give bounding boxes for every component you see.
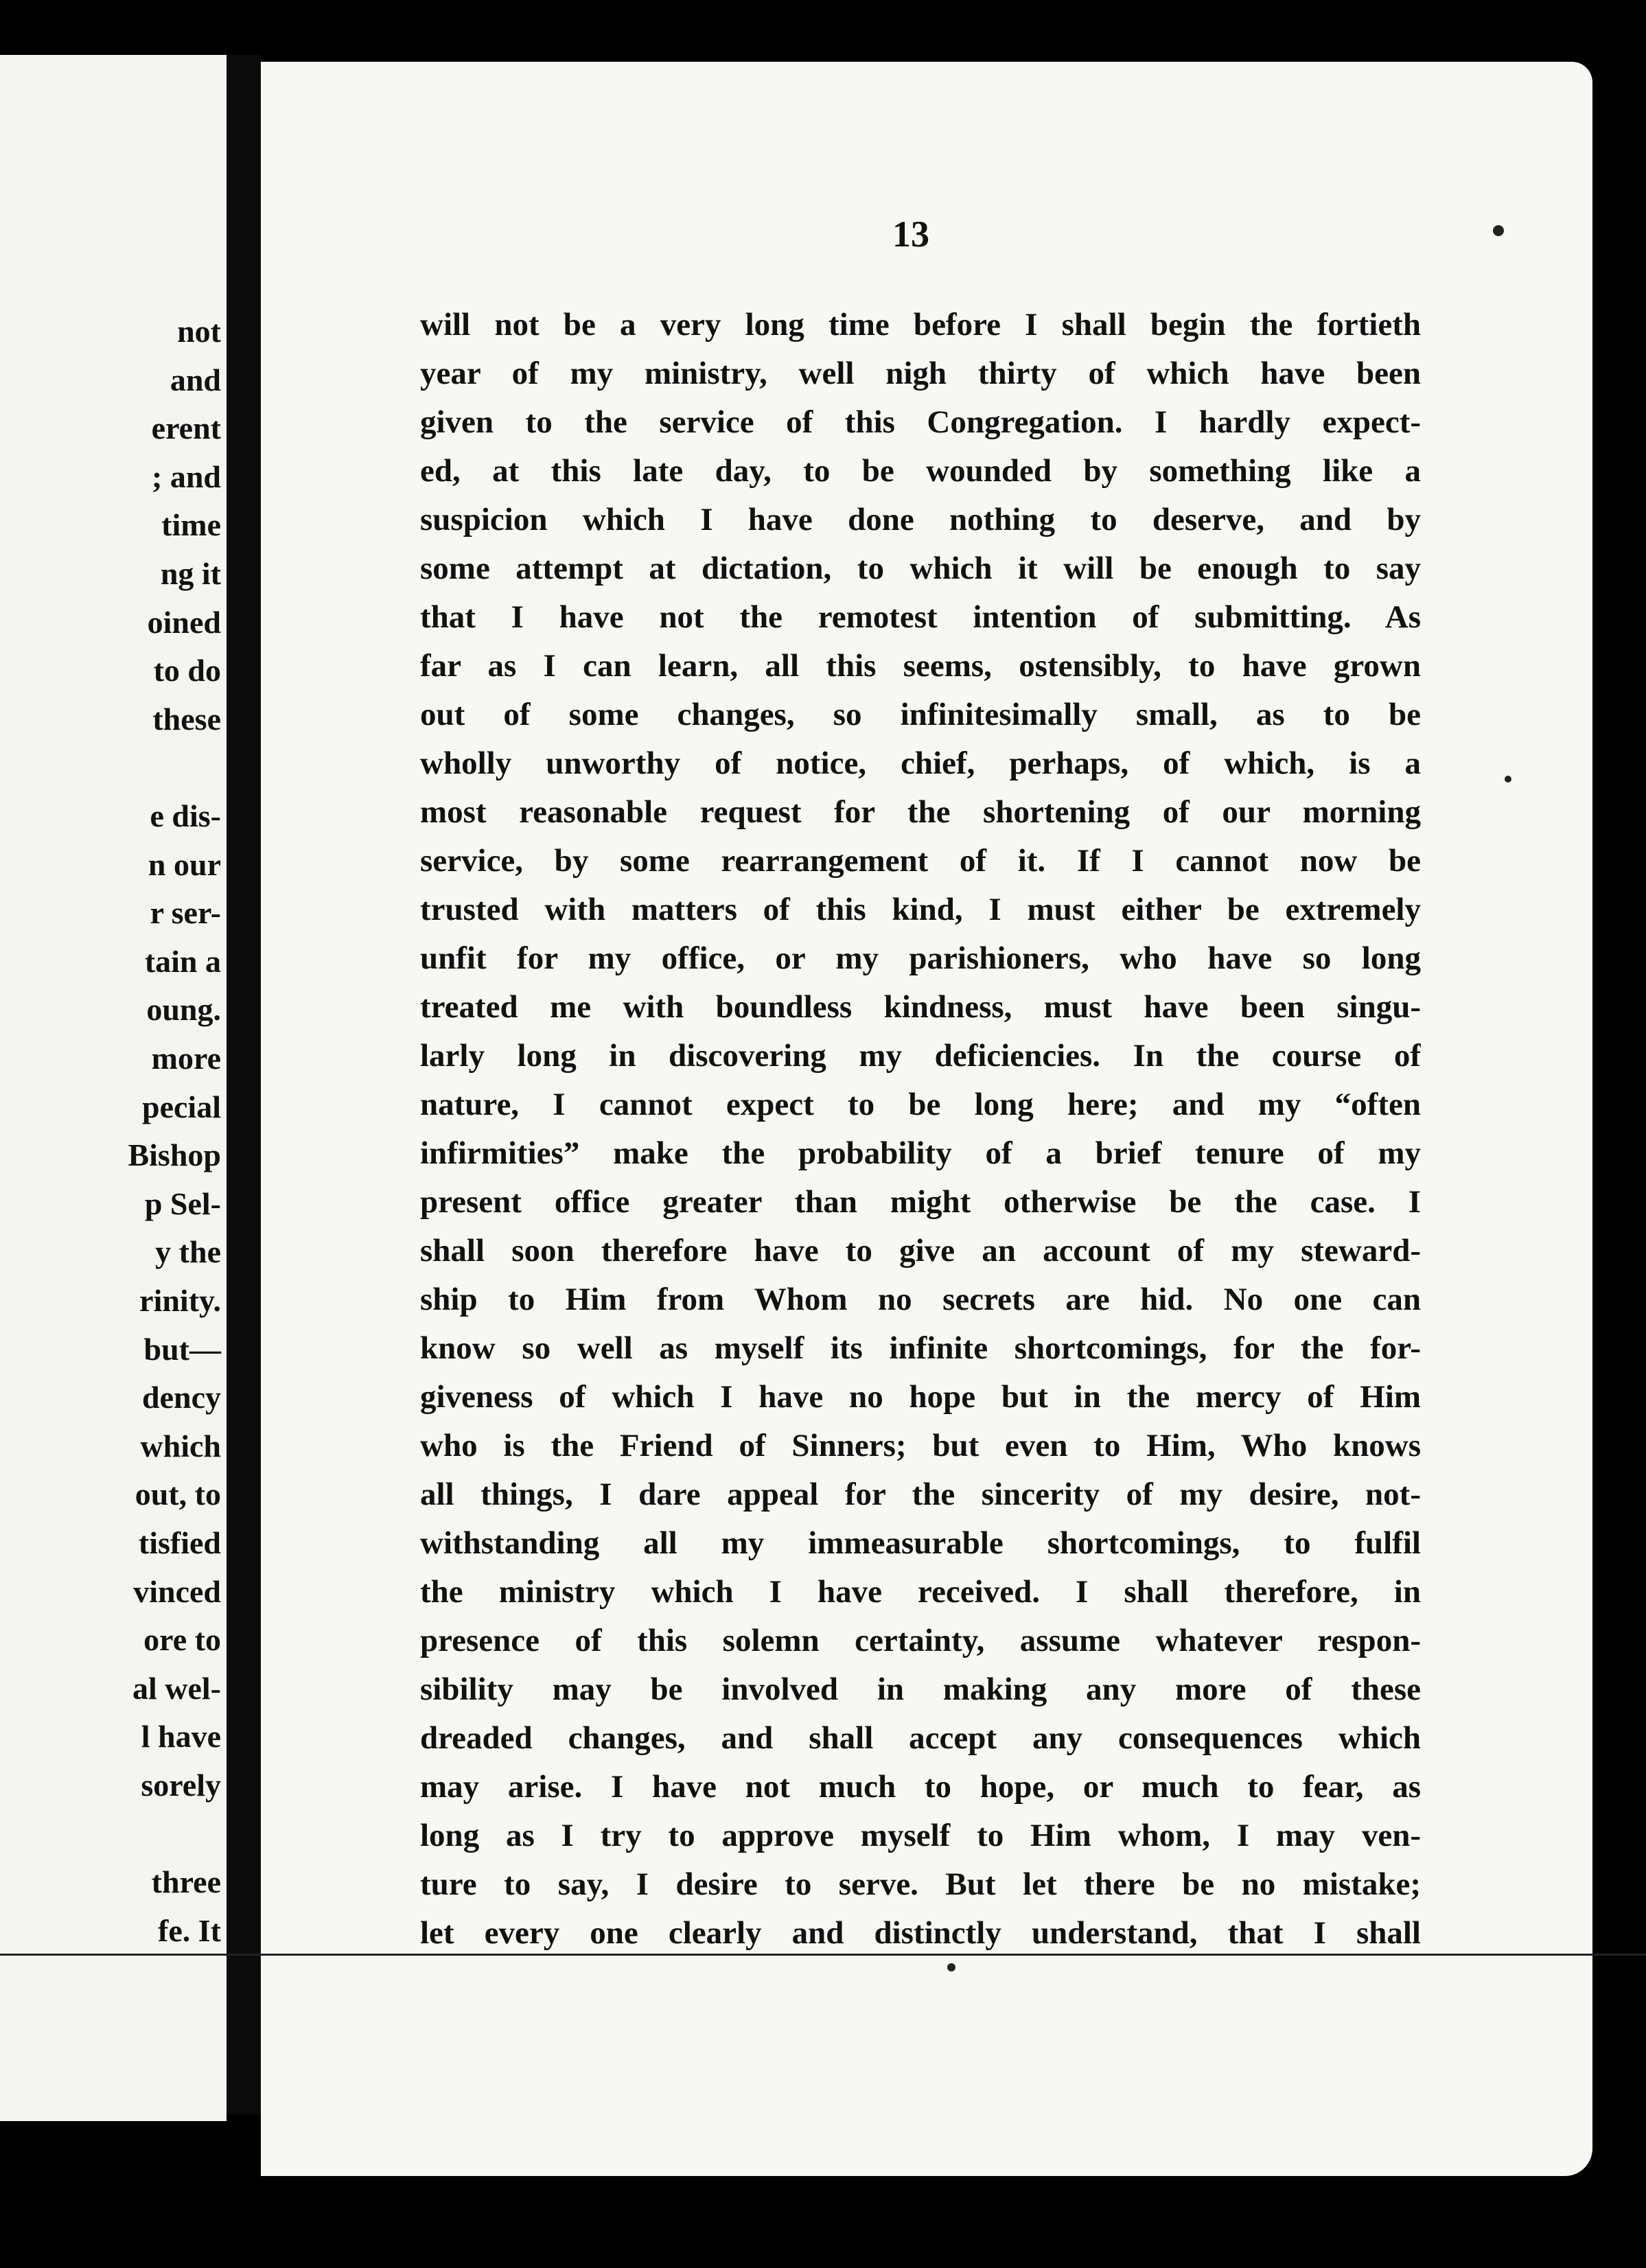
- left-page-fragment: [0, 55, 227, 2121]
- text-line: year of my ministry, well nigh thirty of which have been: [420, 356, 1421, 391]
- text-line: out of some changes, so infinitesimally small, as to be: [420, 697, 1421, 732]
- left-page-text-fragment: al wel-: [132, 1670, 221, 1706]
- left-page-text-fragment: fe. It: [158, 1912, 221, 1948]
- left-page-text-fragment: not: [177, 314, 221, 349]
- text-line: dreaded changes, and shall accept any consequences which: [420, 1720, 1421, 1756]
- left-page-text-fragment: tisfied: [138, 1525, 221, 1560]
- left-page-text-fragment: but—: [143, 1331, 221, 1367]
- text-line: ship to Him from Whom no secrets are hid. No one can: [420, 1282, 1421, 1317]
- text-line: some attempt at dictation, to which it will be enough to say: [420, 551, 1421, 586]
- left-page-text-fragment: tain a: [144, 943, 221, 979]
- text-line: know so well as myself its infinite shortcomings, for the for-: [420, 1330, 1421, 1366]
- left-page-text-fragment: n our: [148, 846, 221, 882]
- horizontal-scan-line: [0, 1954, 1646, 1956]
- page-number: 13: [892, 213, 929, 255]
- text-line: all things, I dare appeal for the sincerity of my desire, not-: [420, 1477, 1421, 1512]
- text-line: far as I can learn, all this seems, ostensibly, to have grown: [420, 648, 1421, 684]
- left-page-text-fragment: e dis-: [150, 798, 221, 833]
- left-page-text-fragment: dency: [142, 1380, 221, 1415]
- left-page-text-fragment: which: [140, 1428, 221, 1463]
- book-gutter: [227, 55, 261, 2114]
- left-page-text-fragment: ore to: [143, 1622, 221, 1658]
- left-page-text-fragment: time: [161, 507, 221, 543]
- left-page-text-fragment: r ser-: [150, 895, 221, 931]
- text-line: withstanding all my immeasurable shortcomings, to fulfil: [420, 1525, 1421, 1561]
- left-page-text-fragment: l have: [141, 1719, 221, 1755]
- left-page-text-fragment: oung.: [146, 992, 221, 1028]
- text-line: suspicion which I have done nothing to deserve, and by: [420, 502, 1421, 537]
- left-page-text-fragment: Bishop: [128, 1137, 221, 1173]
- left-page-text-fragment: ; and: [152, 459, 221, 494]
- left-page-text-fragment: out, to: [135, 1477, 221, 1512]
- left-page-text-fragment: rinity.: [139, 1283, 221, 1318]
- left-page-text-fragment: vinced: [133, 1573, 221, 1609]
- left-page-text-fragment: pecial: [142, 1089, 221, 1124]
- text-line: trusted with matters of this kind, I must either be extremely: [420, 892, 1421, 927]
- text-line: giveness of which I have no hope but in the mercy of Him: [420, 1379, 1421, 1415]
- ink-speck: [1493, 225, 1504, 236]
- text-line: service, by some rearrangement of it. If I cannot now be: [420, 843, 1421, 879]
- text-line: presence of this solemn certainty, assume whatever respon-: [420, 1623, 1421, 1658]
- text-line: shall soon therefore have to give an account of my steward-: [420, 1233, 1421, 1269]
- text-line: most reasonable request for the shortening of our morning: [420, 794, 1421, 830]
- left-page-text-fragment: more: [151, 1041, 221, 1076]
- left-page-text-fragment: to do: [153, 653, 221, 688]
- text-line: sibility may be involved in making any more of these: [420, 1671, 1421, 1707]
- left-page-text-fragment: and: [170, 362, 221, 397]
- body-text: [420, 301, 1421, 1958]
- text-line: that I have not the remotest intention of submitting. As: [420, 599, 1421, 635]
- text-line: infirmities” make the probability of a brief tenure of my: [420, 1135, 1421, 1171]
- right-page: [261, 62, 1592, 2176]
- text-line: wholly unworthy of notice, chief, perhaps, of which, is a: [420, 745, 1421, 781]
- text-line: the ministry which I have received. I shall therefore, in: [420, 1574, 1421, 1610]
- text-line: will not be a very long time before I shall begin the fortieth: [420, 307, 1421, 343]
- left-page-text-fragment: y the: [155, 1234, 221, 1270]
- text-line: who is the Friend of Sinners; but even to Him, Who knows: [420, 1428, 1421, 1463]
- text-line: given to the service of this Congregation. I hardly expect-: [420, 404, 1421, 440]
- left-page-text-fragment: sorely: [141, 1768, 221, 1803]
- text-line: long as I try to approve myself to Him whom, I may ven-: [420, 1818, 1421, 1853]
- left-page-text-fragment: erent: [151, 410, 221, 446]
- ink-speck: [1505, 776, 1511, 783]
- left-page-text-fragment: these: [152, 701, 221, 737]
- left-page-text-fragment: oined: [147, 604, 221, 640]
- text-line: may arise. I have not much to hope, or much to fear, as: [420, 1769, 1421, 1805]
- ink-speck: [947, 1963, 955, 1971]
- left-page-text-fragment: ng it: [160, 556, 221, 591]
- text-line: treated me with boundless kindness, must have been singu-: [420, 989, 1421, 1025]
- text-line: let every one clearly and distinctly understand, that I shall: [420, 1915, 1421, 1951]
- text-line: unfit for my office, or my parishioners, who have so long: [420, 940, 1421, 976]
- text-line: present office greater than might otherwise be the case. I: [420, 1184, 1421, 1220]
- text-line: nature, I cannot expect to be long here; and my “often: [420, 1087, 1421, 1122]
- text-line: ed, at this late day, to be wounded by something like a: [420, 453, 1421, 489]
- text-line: ture to say, I desire to serve. But let there be no mistake;: [420, 1866, 1421, 1902]
- text-line: larly long in discovering my deficiencies. In the course of: [420, 1038, 1421, 1074]
- left-page-text-fragment: p Sel-: [144, 1185, 221, 1221]
- left-page-text-fragment: three: [151, 1864, 221, 1900]
